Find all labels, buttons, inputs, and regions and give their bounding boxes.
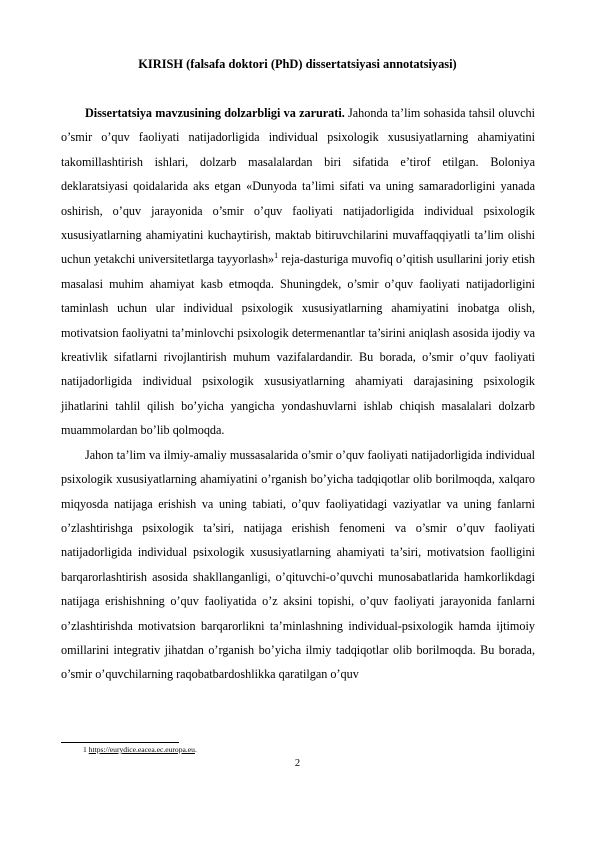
paragraph-world-research: Jahon ta’lim va ilmiy-amaliy mussasalarida o’smir o’quv faoliyati natijadorligida individual psixologik xususiyatlarning ahamiyatini o’rganish bo’yicha tadqiqotlar olib borilmoqda, xalqaro miqyosda natijaga erishish va uning tabiati, o’quv faoliyatidagi vaziyatlar va uning fanlarni o’zlashtirishga psixologik ta’siri, natijaga erishish fenomeni va o’smir o’quv faoliyati natijadorligida individual psixologik xususiyatlarning ahamiyati ta’siri, motivatsion faolligini barqarorlashtirish asosida shakllanganligi, o’qituvchi-o’quvchi munosabatlarida hamkorlikdagi natijaga erishishning o’quv faoliyatida o’z aksini topishi, o’quv faoliyati jarayonida fanlarni o’zlashtirishda motivatsion barqarorlikni ta’minlashning individual-psixologik hamda ijtimoiy omillarini integrativ jihatdan o’rganish bo’yicha ilmiy tadqiqotlar olib borilmoqda. Bu borada, o’smir o’quvchilarning raqobatbardoshlikka qaratilgan o’quv [61, 447, 535, 682]
paragraph-relevance [61, 101, 535, 443]
footnote-divider [61, 742, 179, 743]
paragraph-lead: Dissertatsiya mavzusining dolzarbligi va zarurati. [85, 106, 345, 120]
footnote-link[interactable]: https://eurydice.eacea.ec.europa.eu [88, 745, 195, 754]
document-body [61, 101, 535, 687]
footnote [83, 744, 197, 756]
footnote-reference[interactable]: 1 [274, 251, 279, 261]
footnote-number: 1 [83, 745, 87, 754]
page-number: 2 [294, 758, 301, 769]
page-title: KIRISH (falsafa doktori (PhD) dissertatsiyasi annotatsiyasi) [138, 57, 457, 71]
footnote-punctuation: . [194, 745, 197, 754]
paragraph-text-continued: reja-dasturiga muvofiq o’qitish usullarini joriy etish masalasi muhim ahamiyat kasb etmoqda. Shuningdek, o’smir o’quv faoliyati natijadorligini taminlash uchun ular individual psixologik xususiyatlarning ahamiyatini inobatga olish, motivatsion faoliyatni ta’minlovchi psixologik determenantlar ta’sirini aniqlash asosida ijodiy va kreativlik sifatlarni rivojlantirish muhum vazifalardandir. Bu borada, o’smir o’quv faoliyati natijadorligida individual psixologik xususiyatlarning ahamiyati darajasining psixologik jihatlarini tahlil qilish bo’yicha yangicha yondashuvlarni ishlab chiqish masalalari dolzarb muammolardan bo’lib qolmoqda. [61, 252, 535, 438]
paragraph-text: Jahonda ta’lim sohasida tahsil oluvchi o’smir o’quv faoliyati natijadorligida individual psixologik xususiyatlarning ahamiyatini takomillashtirish ishlari, dolzarb masalalardan biri sifatida e’tirof etilgan. Boloniya deklaratsiyasi qoidalarida aks etgan «Dunyoda ta’limi sifati va uning samaradorligini yanada oshirish, o’quv jarayonida o’smir o’quv faoliyati natijadorligida individual psixologik xususiyatlarning ahamiyatini kuchaytirish, maktab bitiruvchilarini muvaffaqqiyatli ta’lim olishi uchun yetakchi universitetlarga tayyorlash» [61, 106, 535, 267]
